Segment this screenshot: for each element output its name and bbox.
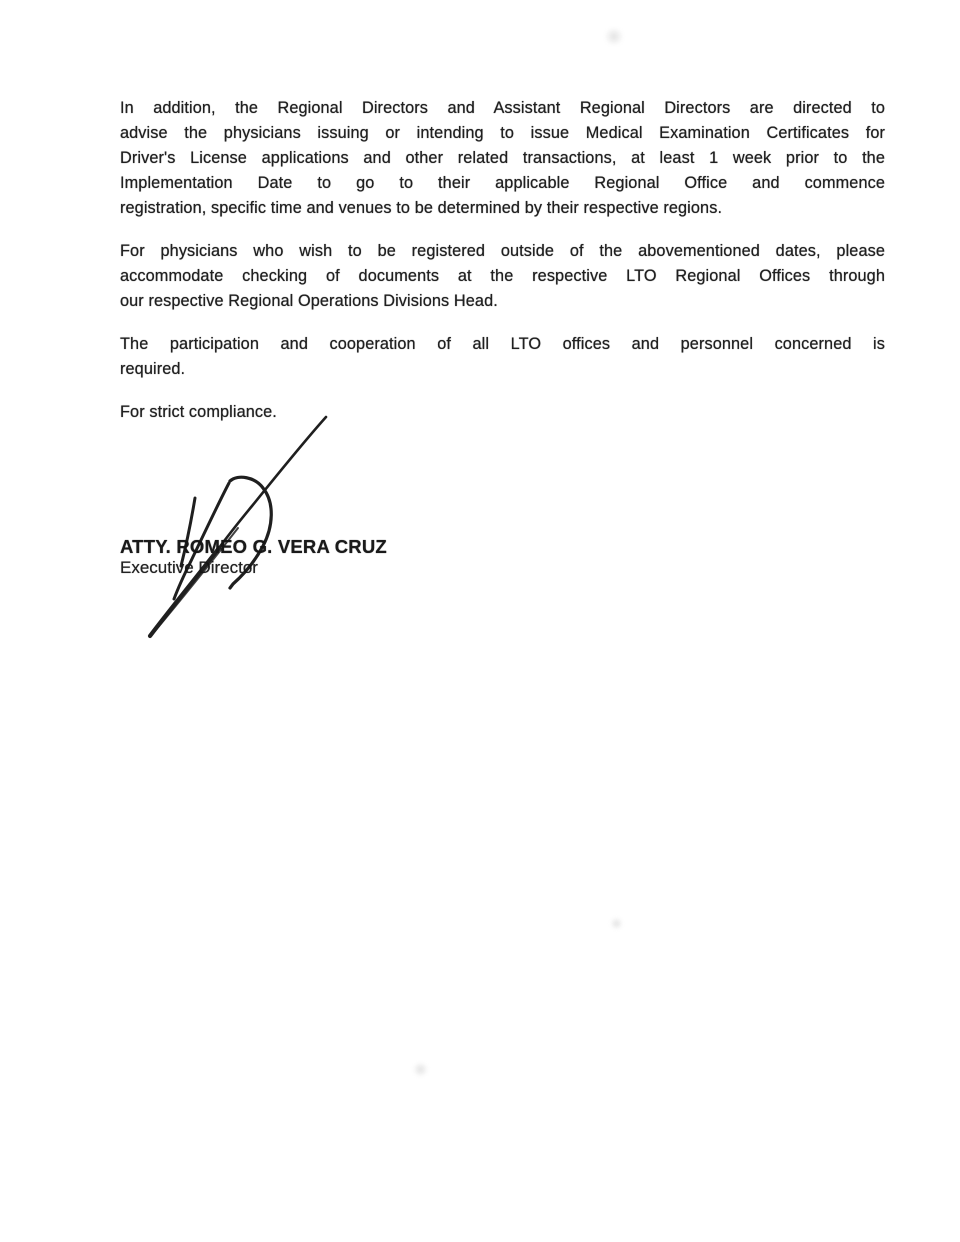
signatory-name: ATTY. ROMEO G. VERA CRUZ bbox=[120, 536, 387, 557]
text-line: accommodate checking of documents at the respective LTO Regional Offices through bbox=[120, 267, 885, 285]
signature-block bbox=[120, 536, 540, 578]
scan-smudge bbox=[610, 917, 623, 930]
text-line: For physicians who wish to be registered outside of the abovementioned dates, please bbox=[120, 242, 885, 260]
text-line: Implementation Date to go to their applicable Regional Office and commence bbox=[120, 174, 885, 192]
text-line: In addition, the Regional Directors and Assistant Regional Directors are directed to bbox=[120, 99, 885, 117]
text-line: our respective Regional Operations Divisions Head. bbox=[120, 292, 498, 310]
text-line: Driver's License applications and other related transactions, at least 1 week prior to the bbox=[120, 149, 885, 167]
signatory-title: Executive Director bbox=[120, 558, 258, 577]
text-line: The participation and cooperation of all LTO offices and personnel concerned is bbox=[120, 335, 885, 353]
text-line: advise the physicians issuing or intending to issue Medical Examination Certificates for bbox=[120, 124, 885, 142]
text-line: required. bbox=[120, 360, 186, 378]
paragraph bbox=[120, 400, 885, 425]
scan-smudge bbox=[413, 1061, 428, 1078]
paragraph bbox=[120, 239, 885, 314]
text-line: For strict compliance. bbox=[120, 403, 277, 421]
paragraph bbox=[120, 96, 885, 221]
letter-body bbox=[120, 96, 885, 443]
scan-smudge bbox=[603, 28, 625, 45]
text-line: registration, specific time and venues to be determined by their respective regions. bbox=[120, 199, 723, 217]
paragraph bbox=[120, 332, 885, 382]
